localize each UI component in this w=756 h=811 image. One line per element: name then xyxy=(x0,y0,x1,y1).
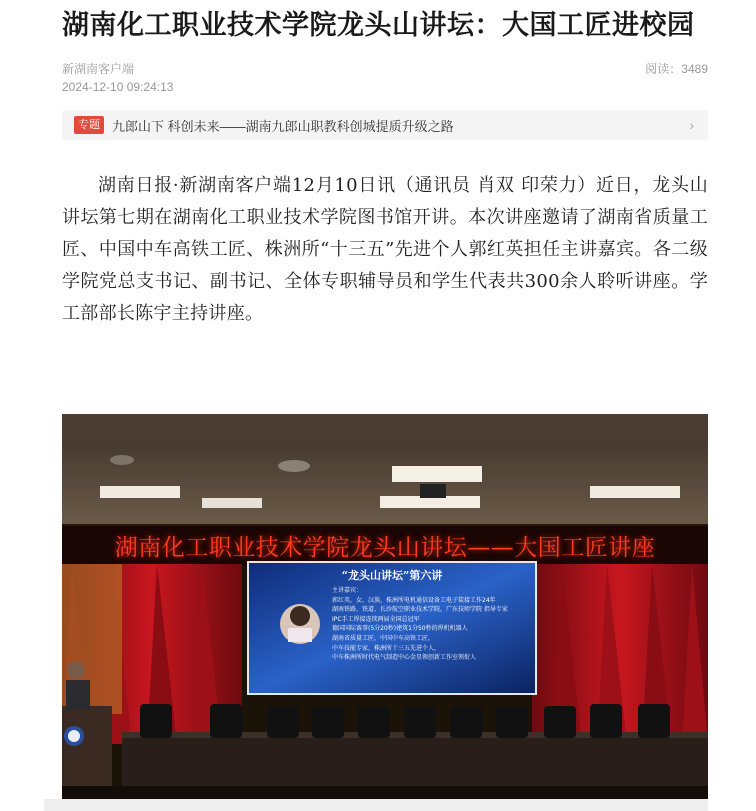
screen-line: 中车株洲所时代电气制造中心金星领创新工作室领衔人 xyxy=(332,654,477,662)
chair xyxy=(638,704,670,738)
chair xyxy=(358,706,390,738)
speaker-person xyxy=(67,661,85,679)
screen-line: IPC手工焊接连续两届全国总冠军 xyxy=(332,615,420,623)
publish-time: 2024-12-10 09:24:13 xyxy=(62,80,174,94)
topic-title: 九郎山下 科创未来——湖南九郎山职教科创城提质升级之路 xyxy=(112,118,454,134)
screen-title: “龙头山讲坛”第六讲 xyxy=(341,569,443,582)
ceiling-light xyxy=(392,466,482,482)
stage-table xyxy=(122,736,708,786)
led-banner-text: 湖南化工职业技术学院龙头山讲坛——大国工匠讲座 xyxy=(114,535,656,561)
article-paragraph: 湖南日报·新湖南客户端12月10日讯（通讯员 肖双 印荣力）近日，龙头山讲坛第七期在湖南化工职业技术学院图书馆开讲。本次讲座邀请了湖南省质量工匠、中国中车高铁工匠、株洲所“十三五”先进个人郭红英担任主讲嘉宾。各二级学院党总支书记、副书记、全体专职辅导员和学生代表共300余人聆听讲座。学工部部长陈宇主持讲座。 xyxy=(62,175,708,324)
screen-line: 主讲嘉宾： xyxy=(332,587,363,594)
projector xyxy=(420,484,446,498)
ceiling-light xyxy=(100,486,180,498)
topic-link[interactable] xyxy=(62,110,708,140)
article-meta xyxy=(62,60,708,96)
screen-line: 湖南铁路、铁道、长沙航空职业技术学院，广东技师学院 指导专家 xyxy=(332,606,508,614)
article-photo xyxy=(62,414,708,799)
source-label[interactable]: 新湖南客户端 xyxy=(62,62,135,76)
chevron-right-icon: › xyxy=(689,117,694,133)
chair xyxy=(590,704,622,738)
chair xyxy=(496,706,528,738)
chair xyxy=(544,706,576,738)
screen-content xyxy=(248,566,536,694)
chair xyxy=(404,706,436,738)
chair xyxy=(140,704,172,738)
bottom-strip xyxy=(44,799,708,811)
article xyxy=(62,0,708,330)
read-count: 阅读：3489 xyxy=(645,62,708,76)
ceiling-light xyxy=(202,498,262,508)
screen-line: 湖南省质量工匠，中国中车高铁工匠， xyxy=(332,634,435,642)
chair xyxy=(210,704,242,738)
ceiling-light xyxy=(590,486,680,498)
screen-line: 德国国际赛事(5分20秒)建筑1分50秒的焊机机器人 xyxy=(332,625,468,633)
screen-line: 中车技能专家，株洲所十三五先进个人， xyxy=(332,644,441,652)
article-title: 湖南化工职业技术学院龙头山讲坛：大国工匠进校园 xyxy=(62,10,695,41)
chair xyxy=(312,706,344,738)
chair xyxy=(450,706,482,738)
ceiling-vent xyxy=(278,460,310,472)
chair xyxy=(267,706,299,738)
screen-line: 郭红英，女，汉族，株洲所电机通信设备工电子装接工作24年 xyxy=(332,596,496,604)
lectern xyxy=(62,706,112,786)
topic-badge: 专题 xyxy=(74,116,104,134)
